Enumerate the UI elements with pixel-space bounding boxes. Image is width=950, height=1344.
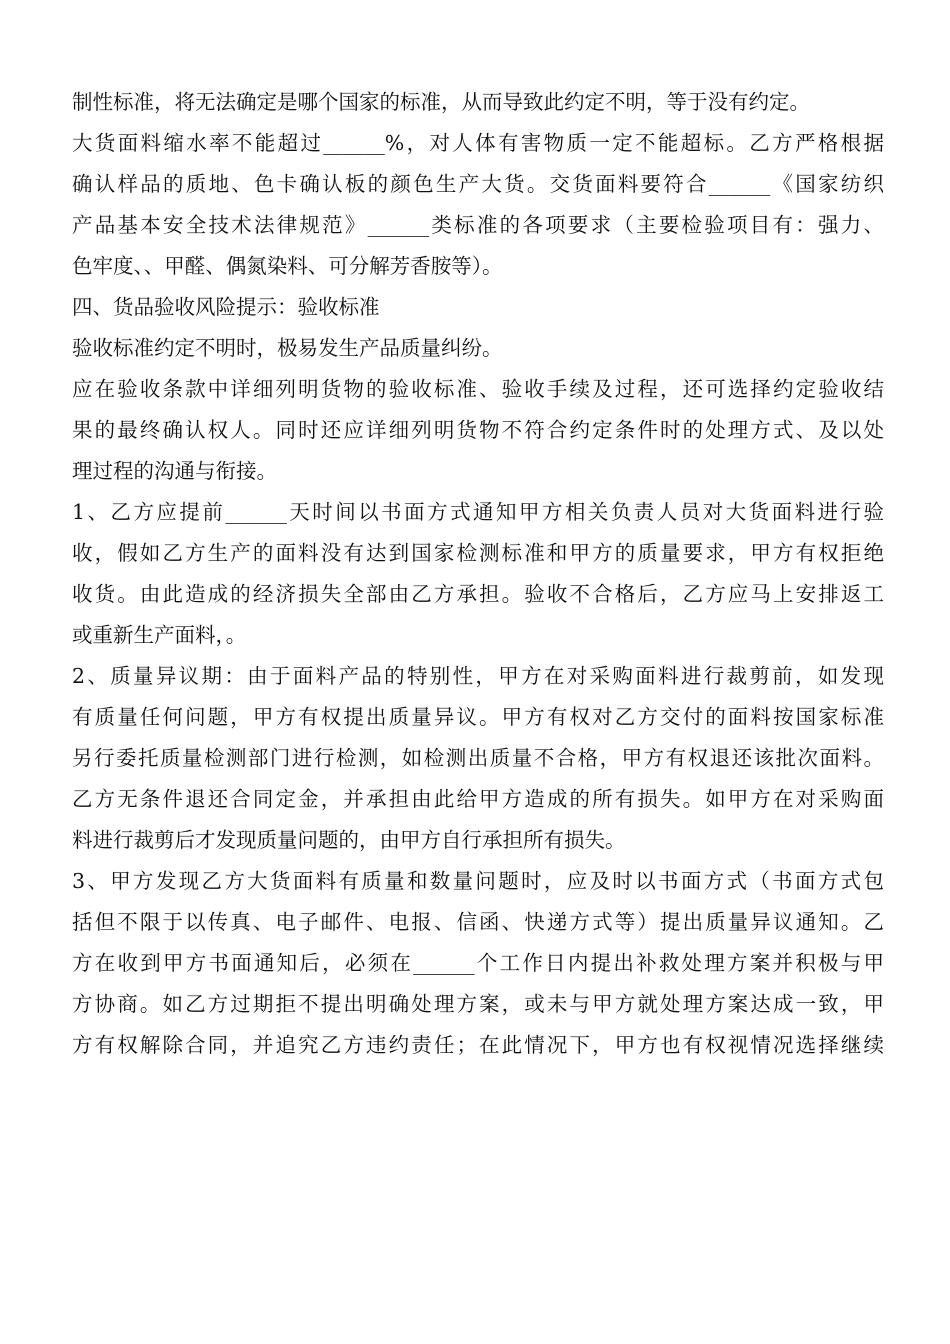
text-line: 理过程的沟通与衔接。 [72, 459, 277, 483]
text-line: 方协商。如乙方过期拒不提出明确处理方案，或未与甲方就处理方案达成一致，甲 [72, 992, 884, 1016]
text-line: 确认样品的质地、色卡确认板的颜色生产大货。交货面料要符合______《国家纺织 [72, 172, 884, 196]
text-line: 果的最终确认权人。同时还应详细列明货物不符合约定条件时的处理方式、及以处 [72, 418, 884, 442]
text-line: 料进行裁剪后才发现质量问题的，由甲方自行承担所有损失。 [72, 828, 626, 852]
text-line: 制性标准，将无法确定是哪个国家的标准，从而导致此约定不明，等于没有约定。 [72, 90, 810, 114]
text-line: 验收标准约定不明时，极易发生产品质量纠纷。 [72, 336, 503, 360]
text-line: 3、甲方发现乙方大货面料有质量和数量问题时，应及时以书面方式（书面方式包 [72, 869, 884, 893]
text-line: 大货面料缩水率不能超过______%，对人体有害物质一定不能超标。乙方严格根据 [72, 131, 884, 155]
text-line: 方有权解除合同，并追究乙方违约责任；在此情况下，甲方也有权视情况选择继续 [72, 1033, 884, 1057]
text-line: 括但不限于以传真、电子邮件、电报、信函、快递方式等）提出质量异议通知。乙 [72, 910, 884, 934]
text-line: 收，假如乙方生产的面料没有达到国家检测标准和甲方的质量要求，甲方有权拒绝 [72, 541, 884, 565]
text-line: 或重新生产面料，。 [72, 623, 247, 647]
text-line: 方在收到甲方书面通知后，必须在______个工作日内提出补救处理方案并积极与甲 [72, 951, 884, 975]
text-line: 有质量任何问题，甲方有权提出质量异议。甲方有权对乙方交付的面料按国家标准 [72, 705, 884, 729]
text-line: 产品基本安全技术法律规范》______类标准的各项要求（主要检验项目有：强力、 [72, 213, 884, 237]
text-line: 乙方无条件退还合同定金，并承担由此给甲方造成的所有损失。如甲方在对采购面 [72, 787, 884, 811]
section-heading: 四、货品验收风险提示：验收标准 [72, 295, 380, 319]
text-line: 另行委托质量检测部门进行检测，如检测出质量不合格，甲方有权退还该批次面料。 [72, 746, 884, 770]
text-line: 应在验收条款中详细列明货物的验收标准、验收手续及过程，还可选择约定验收结 [72, 377, 884, 401]
document-page [72, 82, 884, 1066]
text-line: 收货。由此造成的经济损失全部由乙方承担。验收不合格后，乙方应马上安排返工 [72, 582, 884, 606]
text-line: 1、乙方应提前______天时间以书面方式通知甲方相关负责人员对大货面料进行验 [72, 500, 884, 524]
text-line: 2、质量异议期：由于面料产品的特别性，甲方在对采购面料进行裁剪前，如发现 [72, 664, 884, 688]
text-line: 色牢度、、甲醛、偶氮染料、可分解芳香胺等）。 [72, 254, 503, 278]
